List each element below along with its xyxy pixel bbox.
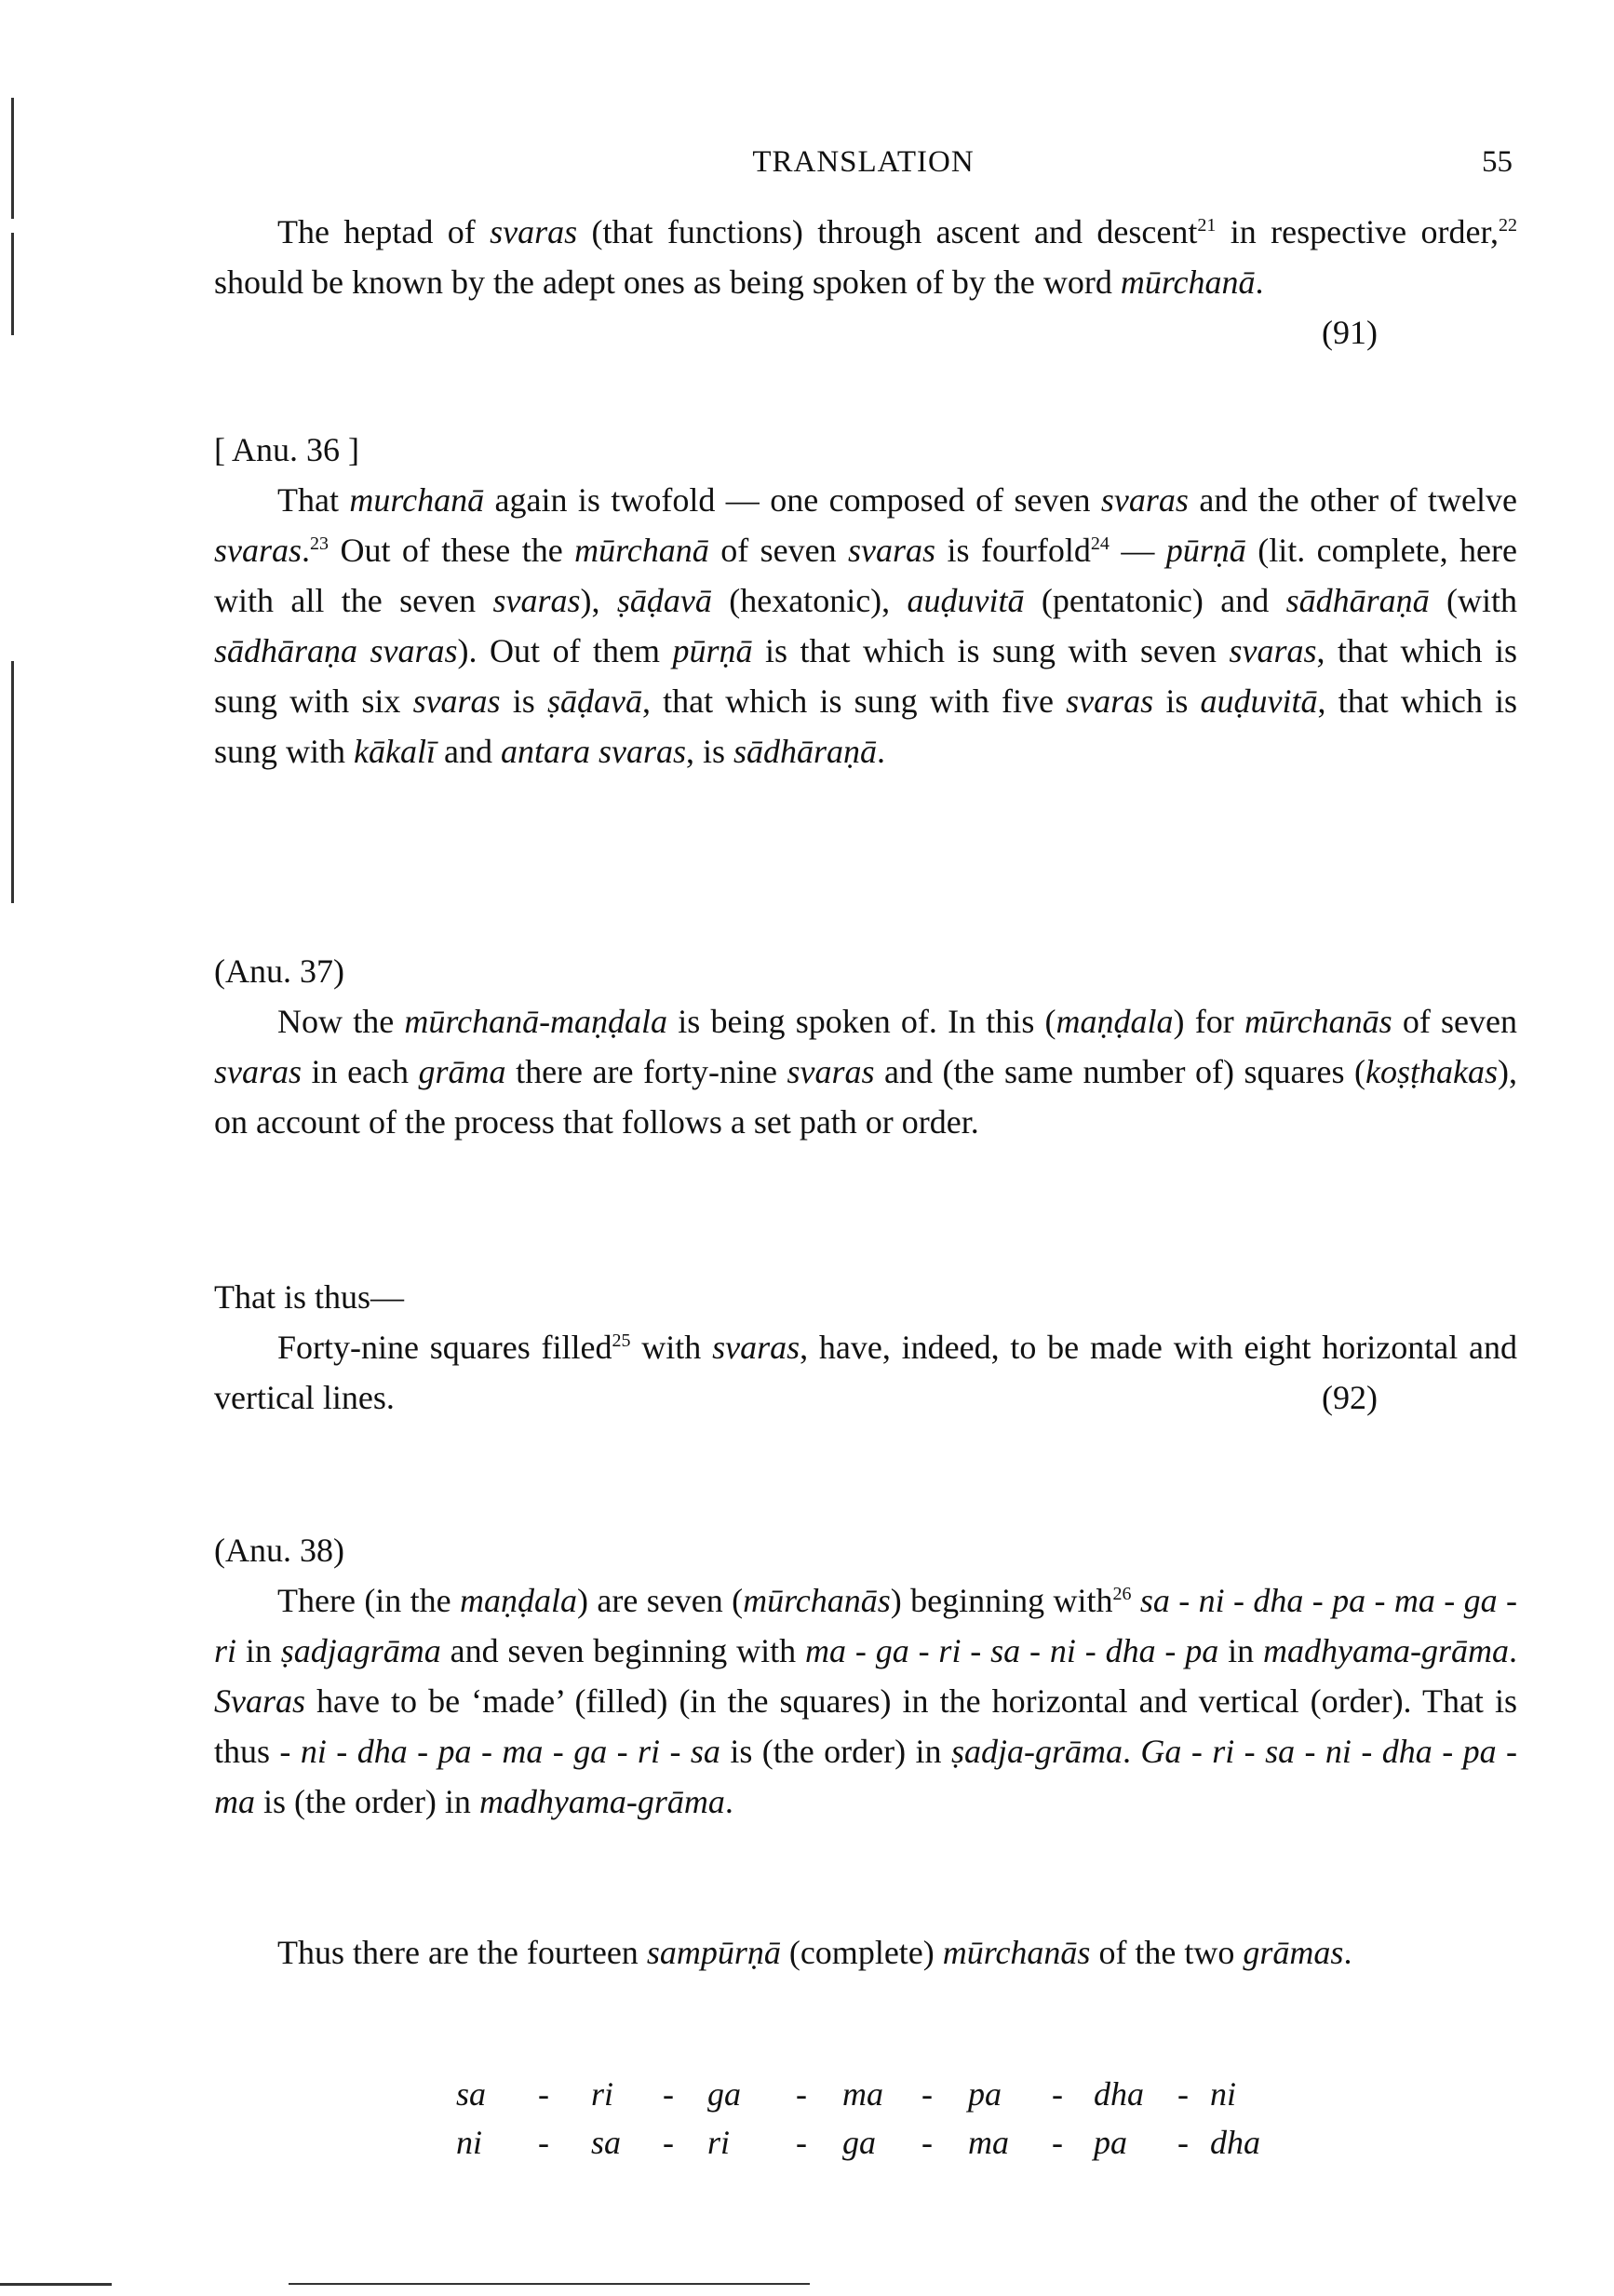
margin-line: [11, 661, 14, 903]
verse-number: (92): [1322, 1379, 1378, 1416]
anu-37-text: Now the mūrchanā-maṇḍala is being spoken of. In this (maṇḍala) for mūrchanās of seven svaras in each grāma there are forty-nine svaras and (the same number of) squares (koṣṭhakas), on account of the process that follows a set path or order.: [214, 1003, 1517, 1141]
verse-91: [214, 207, 1517, 358]
scale-note: pa: [1094, 2124, 1127, 2161]
footnote-ref: 26: [1112, 1584, 1132, 1604]
scale-separator: -: [796, 2124, 807, 2161]
anu-37: [214, 946, 1517, 1147]
scale-note: dha: [1210, 2124, 1260, 2161]
scale-note: ri: [707, 2124, 731, 2161]
scale-note: ri: [591, 2075, 614, 2113]
running-header: [214, 142, 1513, 188]
scale-separator: -: [796, 2075, 807, 2113]
scale-note: ma: [842, 2075, 883, 2113]
scan-edge: [289, 2283, 810, 2285]
anu-38-text: There (in the maṇḍala) are seven (mūrchanās) beginning with$^{26}$ sa - ni - dha - pa - ma - ga - ri in ṣadjagrāma and seven beginning with ma - ga - ri - sa - ni - dha - pa in madhyama-grāma. Svaras have to be ‘made’ (filled) (in the squares) in the horizontal and vertical (order). That is thus - ni - dha - pa - ma - ga - ri - sa is (the order) in ṣadja-grāma. Ga - ri - sa - ni - dha - pa - ma is (the order) in madhyama-grāma.: [214, 1582, 1518, 1820]
footnote-ref: 23: [310, 533, 330, 554]
scale-note: ni: [456, 2124, 483, 2161]
scale-note: ga: [842, 2124, 876, 2161]
scale-separator: -: [1177, 2124, 1189, 2161]
section-label: (Anu. 37): [214, 952, 344, 990]
scale-note: ga: [707, 2075, 741, 2113]
closing-paragraph: [214, 1927, 1517, 1978]
footnote-ref: 25: [612, 1330, 631, 1351]
header-title: TRANSLATION: [752, 145, 975, 179]
scale-note: sa: [456, 2075, 487, 2113]
scale-separator: -: [921, 2124, 933, 2161]
verse-number: (91): [1322, 314, 1378, 351]
scale-separator: -: [1052, 2124, 1063, 2161]
closing-text: Thus there are the fourteen sampūrṇā (complete) mūrchanās of the two grāmas.: [277, 1934, 1352, 1971]
page-number: 55: [1482, 145, 1513, 179]
scale-separator: -: [538, 2124, 549, 2161]
footnote-ref: 24: [1090, 533, 1110, 554]
verse-92: [214, 1272, 1517, 1423]
section-label: [ Anu. 36 ]: [214, 431, 359, 468]
scale-separator: -: [1177, 2075, 1189, 2113]
scale-separator: -: [538, 2075, 549, 2113]
scale-note: sa: [591, 2124, 622, 2161]
scale-separator: -: [663, 2075, 674, 2113]
margin-line: [11, 233, 14, 335]
scale-note: pa: [968, 2075, 1002, 2113]
margin-line: [11, 98, 14, 219]
footnote-ref: 21: [1197, 215, 1217, 236]
anu-38: [214, 1525, 1517, 1827]
scale-separator: -: [663, 2124, 674, 2161]
anu-36: [214, 425, 1517, 777]
scale-separator: -: [1052, 2075, 1063, 2113]
anu-36-text: That murchanā again is twofold — one composed of seven svaras and the other of twelve svaras.$^{23}$ Out of these the mūrchanā of seven svaras is fourfold$^{24}$ — pūrṇā (lit. complete, here with all the seven svaras), ṣāḍavā (hexatonic), auḍuvitā (pentatonic) and sādhāraṇā (with sādhāraṇa svaras). Out of them pūrṇā is that which is sung with seven svaras, that which is sung with six svaras is ṣāḍavā, that which is sung with five svaras is auḍuvitā, that which is sung with kākalī and antara svaras, is sādhāraṇā.: [214, 481, 1518, 770]
scale-note: ni: [1210, 2075, 1237, 2113]
section-label: That is thus—: [214, 1278, 404, 1316]
scan-edge: [0, 2283, 112, 2286]
verse-92-text: Forty-nine squares filled$^{25}$ with svaras, have, indeed, to be made with eight horizontal and vertical lines. (92): [214, 1322, 1517, 1423]
scale-note: dha: [1094, 2075, 1144, 2113]
section-label: (Anu. 38): [214, 1532, 344, 1569]
verse-91-text: The heptad of svaras (that functions) through ascent and descent$^{21}$ in respective order,$^{22}$ should be known by the adept ones as being spoken of by the word mūrchanā. (91): [214, 207, 1517, 307]
footnote-ref: 22: [1499, 215, 1517, 236]
scale-separator: -: [921, 2075, 933, 2113]
scale-note: ma: [968, 2124, 1009, 2161]
